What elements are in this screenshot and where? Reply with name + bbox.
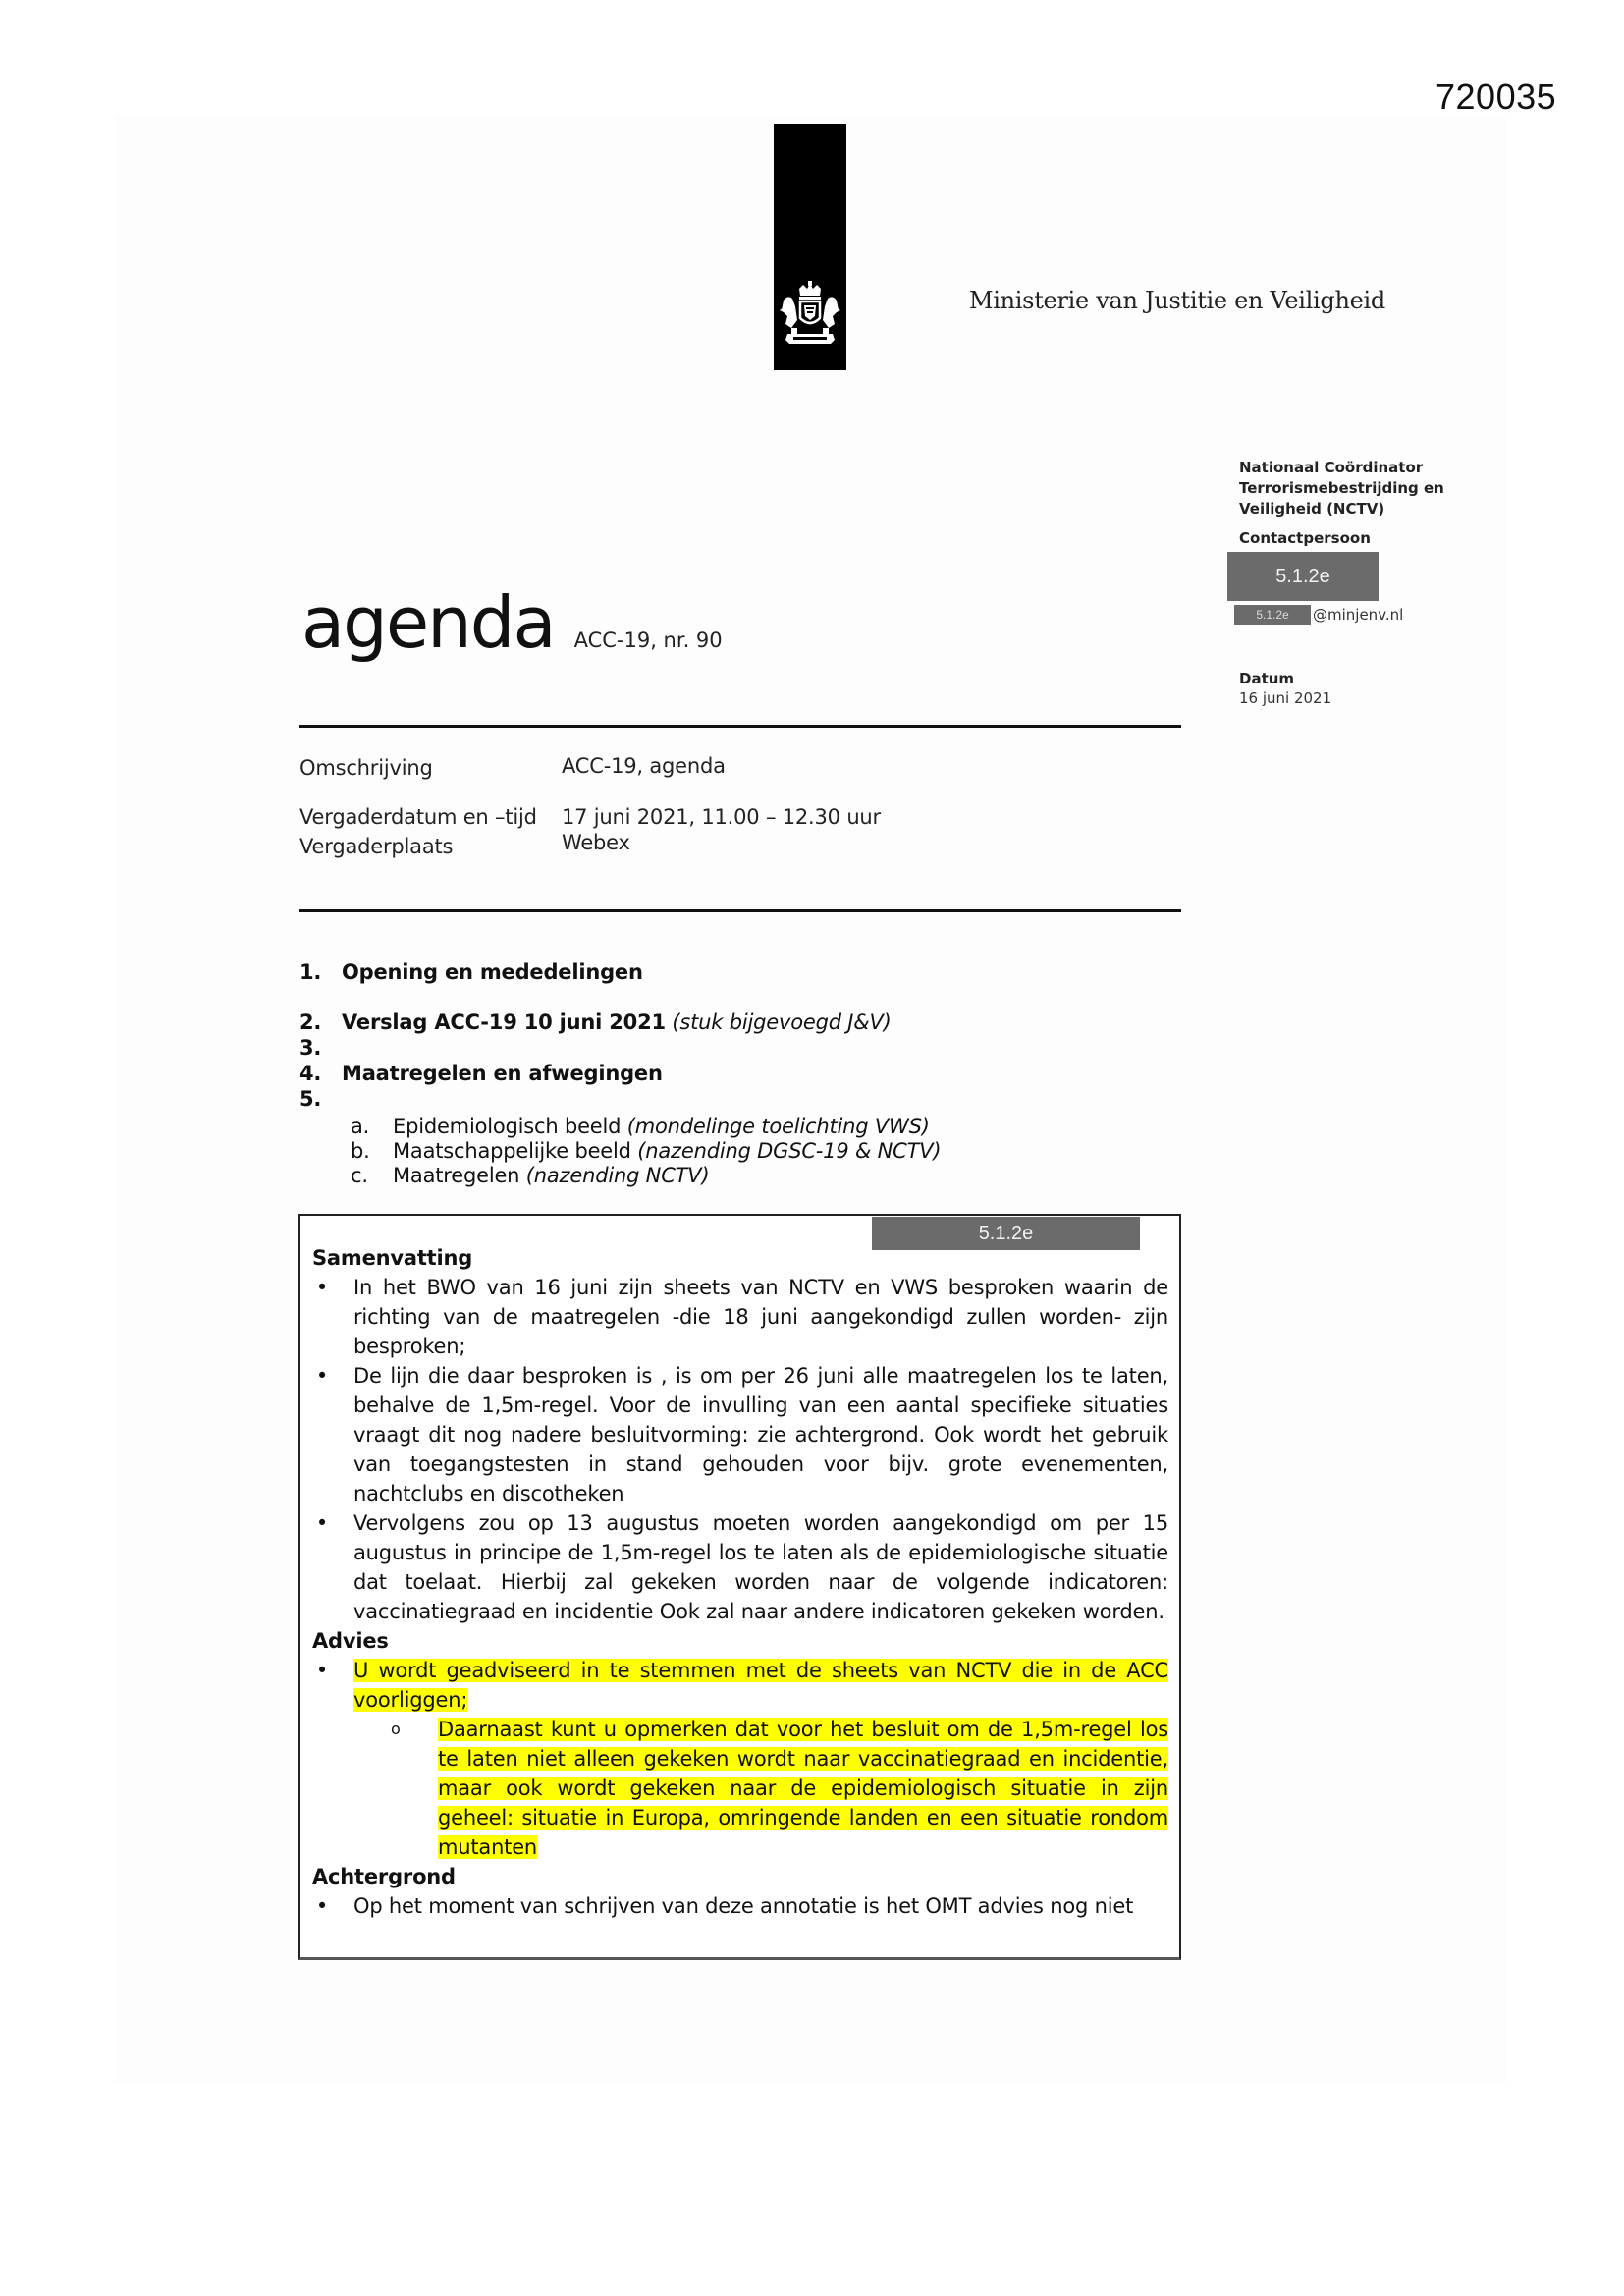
agenda-item: 3. — [299, 1036, 322, 1060]
meta-value: 17 juni 2021, 11.00 – 12.30 uur — [562, 805, 881, 829]
email-user-redaction: 5.1.2e — [1234, 605, 1311, 625]
organisation-name: Nationaal Coördinator Terrorismebestrijding en Veiligheid (NCTV) — [1239, 459, 1444, 518]
meta-value: ACC-19, agenda — [562, 754, 726, 778]
circle-bullet-icon: o — [391, 1720, 401, 1738]
meta-label: Omschrijving — [299, 756, 433, 780]
agenda-sub-item: a. Epidemiologisch beeld (mondelinge toelichting VWS) — [351, 1115, 930, 1138]
sender-sidebar — [1239, 458, 1504, 707]
document-title — [301, 581, 723, 664]
meta-label: Vergaderdatum en –tijd — [299, 805, 537, 829]
date-value: 16 juni 2021 — [1239, 689, 1332, 707]
bullet-icon: • — [315, 1364, 329, 1388]
agenda-item: 5. — [299, 1087, 322, 1111]
highlighted-text: Daarnaast kunt u opmerken dat voor het besluit om de 1,5m-regel los te laten niet alleen gekeken wordt naar vaccinatiegraad en incidentie, maar ook wordt gekeken naar de epidemiologisch situatie in zijn geheel: situatie in Europa, omringende landen en een situatie rondom mutanten — [438, 1718, 1168, 1859]
highlighted-text: U wordt geadviseerd in te stemmen met de sheets van NCTV die in de ACC voorliggen; — [353, 1659, 1168, 1712]
annotation-redaction: 5.1.2e — [872, 1217, 1140, 1250]
annotation-box — [298, 1214, 1181, 1960]
advice-bullet — [312, 1656, 1168, 1715]
background-heading: Achtergrond — [312, 1865, 456, 1888]
annotation-content — [312, 1243, 1168, 1921]
summary-bullet: • In het BWO van 16 juni zijn sheets van NCTV en VWS besproken waarin de richting van de maatregelen -die 18 juni aangekondigd zullen worden- zijn besproken; — [312, 1273, 1168, 1361]
date-label: Datum — [1239, 670, 1295, 687]
bullet-icon: • — [315, 1894, 329, 1918]
agenda-item: 1. Opening en mededelingen — [299, 960, 643, 984]
contact-label: Contactpersoon — [1239, 529, 1371, 547]
summary-bullet: • Vervolgens zou op 13 augustus moeten worden aangekondigd om per 15 augustus in principe de 1,5m-regel los te laten als de epidemiologische situatie dat toelaat. Hierbij zal gekeken worden naar de volgende indicatoren: vaccinatiegraad en incidentie Ook zal naar andere indicatoren gekeken worden. — [312, 1508, 1168, 1626]
government-logo-bar — [774, 124, 846, 370]
divider-top — [299, 725, 1181, 728]
background-bullet: • Op het moment van schrijven van deze annotatie is het OMT advies nog niet — [312, 1891, 1168, 1921]
document-number: 720035 — [1435, 77, 1557, 117]
title-main: agenda — [301, 581, 555, 664]
meta-label: Vergaderplaats — [299, 835, 454, 858]
summary-bullet: • De lijn die daar besproken is , is om per 26 juni alle maatregelen los te laten, behalve de 1,5m-regel. Voor de invulling van een aantal specifieke situaties vraagt dit nog nadere besluitvorming: zie achtergrond. Ook wordt het gebruik van toegangstesten in stand gehouden voor bijv. grote evenementen, nachtclubs en discotheken — [312, 1361, 1168, 1508]
bullet-icon: • — [315, 1276, 329, 1299]
email-domain: @minjenv.nl — [1313, 606, 1404, 624]
agenda-sub-item: c. Maatregelen (nazending NCTV) — [351, 1164, 710, 1187]
bullet-icon: • — [315, 1511, 329, 1535]
coat-of-arms-icon — [778, 281, 842, 354]
summary-heading: Samenvatting — [312, 1246, 473, 1270]
contact-name-redaction: 5.1.2e — [1227, 552, 1379, 601]
divider-bottom — [299, 909, 1181, 912]
ministry-name: Ministerie van Justitie en Veiligheid — [969, 287, 1385, 314]
date-block — [1239, 660, 1331, 708]
agenda-sub-item: b. Maatschappelijke beeld (nazending DGSC-19 & NCTV) — [351, 1139, 942, 1163]
advice-sub-bullet — [312, 1715, 1168, 1862]
agenda-item: 4. Maatregelen en afwegingen — [299, 1062, 663, 1085]
contact-email — [1234, 605, 1403, 625]
bullet-icon: • — [315, 1659, 329, 1682]
meta-value: Webex — [562, 831, 630, 854]
agenda-item: 2. Verslag ACC-19 10 juni 2021 (stuk bijgevoegd J&V) — [299, 1011, 892, 1034]
title-reference: ACC-19, nr. 90 — [573, 629, 723, 652]
advice-heading: Advies — [312, 1629, 389, 1653]
